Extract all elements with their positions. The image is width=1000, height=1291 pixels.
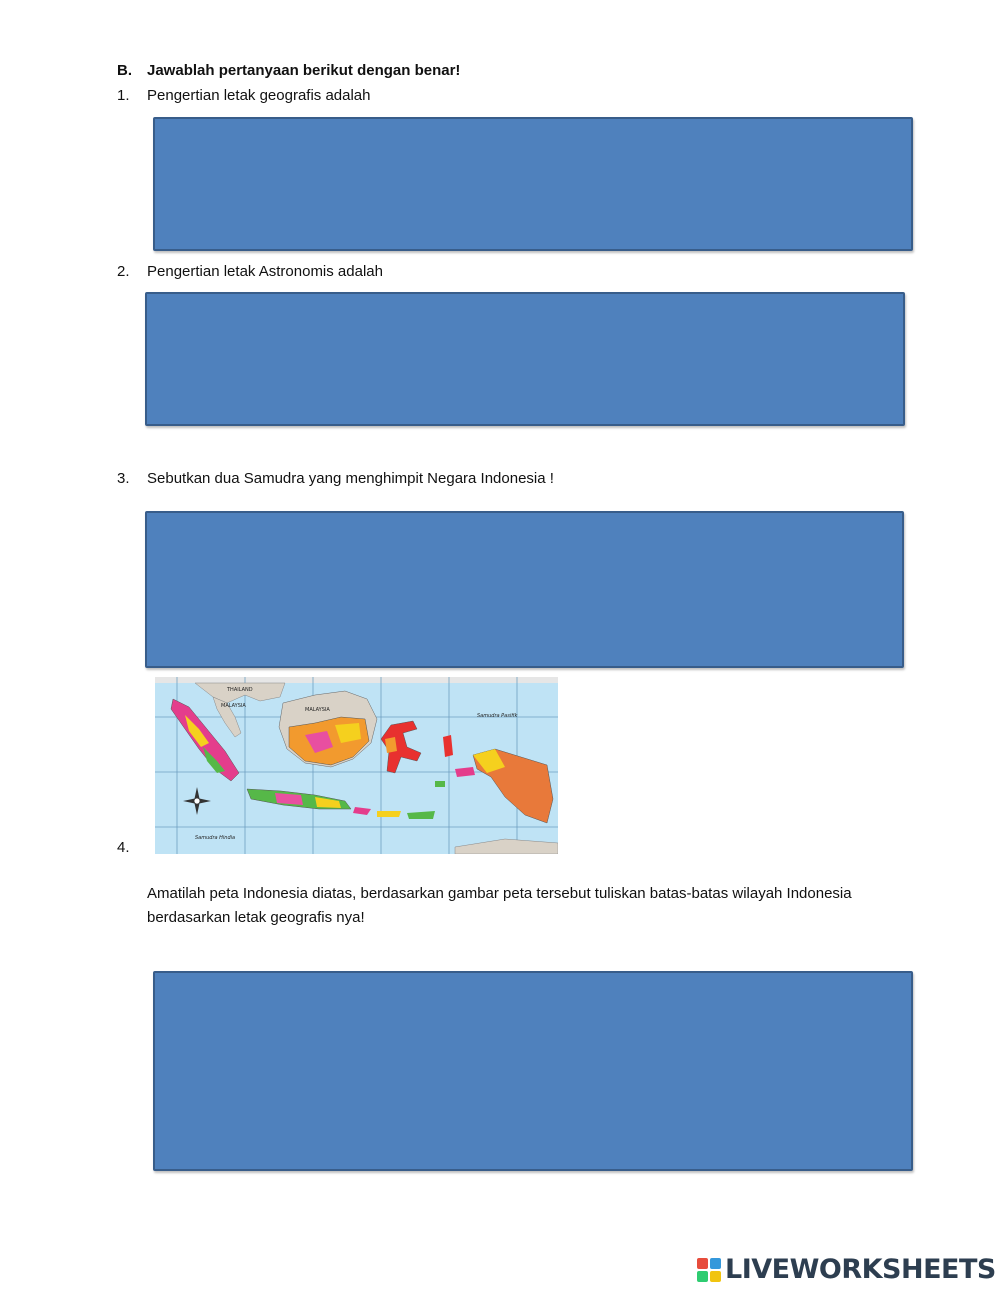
question-1-number: 1.: [117, 87, 130, 104]
answer-box-2[interactable]: [145, 292, 905, 426]
answer-box-1[interactable]: [153, 117, 913, 251]
liveworksheets-logo: [697, 1256, 996, 1284]
question-4-number: 4.: [117, 839, 130, 856]
liveworksheets-wordmark: LIVEWORKSHEETS: [725, 1254, 996, 1285]
question-3-text: Sebutkan dua Samudra yang menghimpit Negara Indonesia !: [147, 470, 554, 487]
question-4-text-line-1: Amatilah peta Indonesia diatas, berdasarkan gambar peta tersebut tuliskan batas-batas wilayah Indonesia: [147, 885, 852, 902]
section-letter: B.: [117, 62, 132, 79]
indonesia-map: [155, 677, 558, 854]
indonesia-map-graphic: [155, 677, 558, 854]
answer-box-4[interactable]: [153, 971, 913, 1171]
question-3-number: 3.: [117, 470, 130, 487]
question-2-text: Pengertian letak Astronomis adalah: [147, 263, 383, 280]
question-4-text-line-2: berdasarkan letak geografis nya!: [147, 909, 365, 926]
map-label-indian-ocean: Samudra Hindia: [195, 835, 236, 841]
section-title: Jawablah pertanyaan berikut dengan benar!: [147, 62, 461, 79]
liveworksheets-mark-icon: [697, 1258, 721, 1282]
answer-box-3[interactable]: [145, 511, 904, 668]
map-label-thailand: THAILAND: [227, 687, 253, 693]
question-2-number: 2.: [117, 263, 130, 280]
question-1-text: Pengertian letak geografis adalah: [147, 87, 371, 104]
map-label-malaysia-east: MALAYSIA: [305, 707, 330, 713]
map-label-malaysia-west: MALAYSIA: [221, 703, 246, 709]
map-label-pacific: Samudra Pasifik: [477, 713, 518, 719]
